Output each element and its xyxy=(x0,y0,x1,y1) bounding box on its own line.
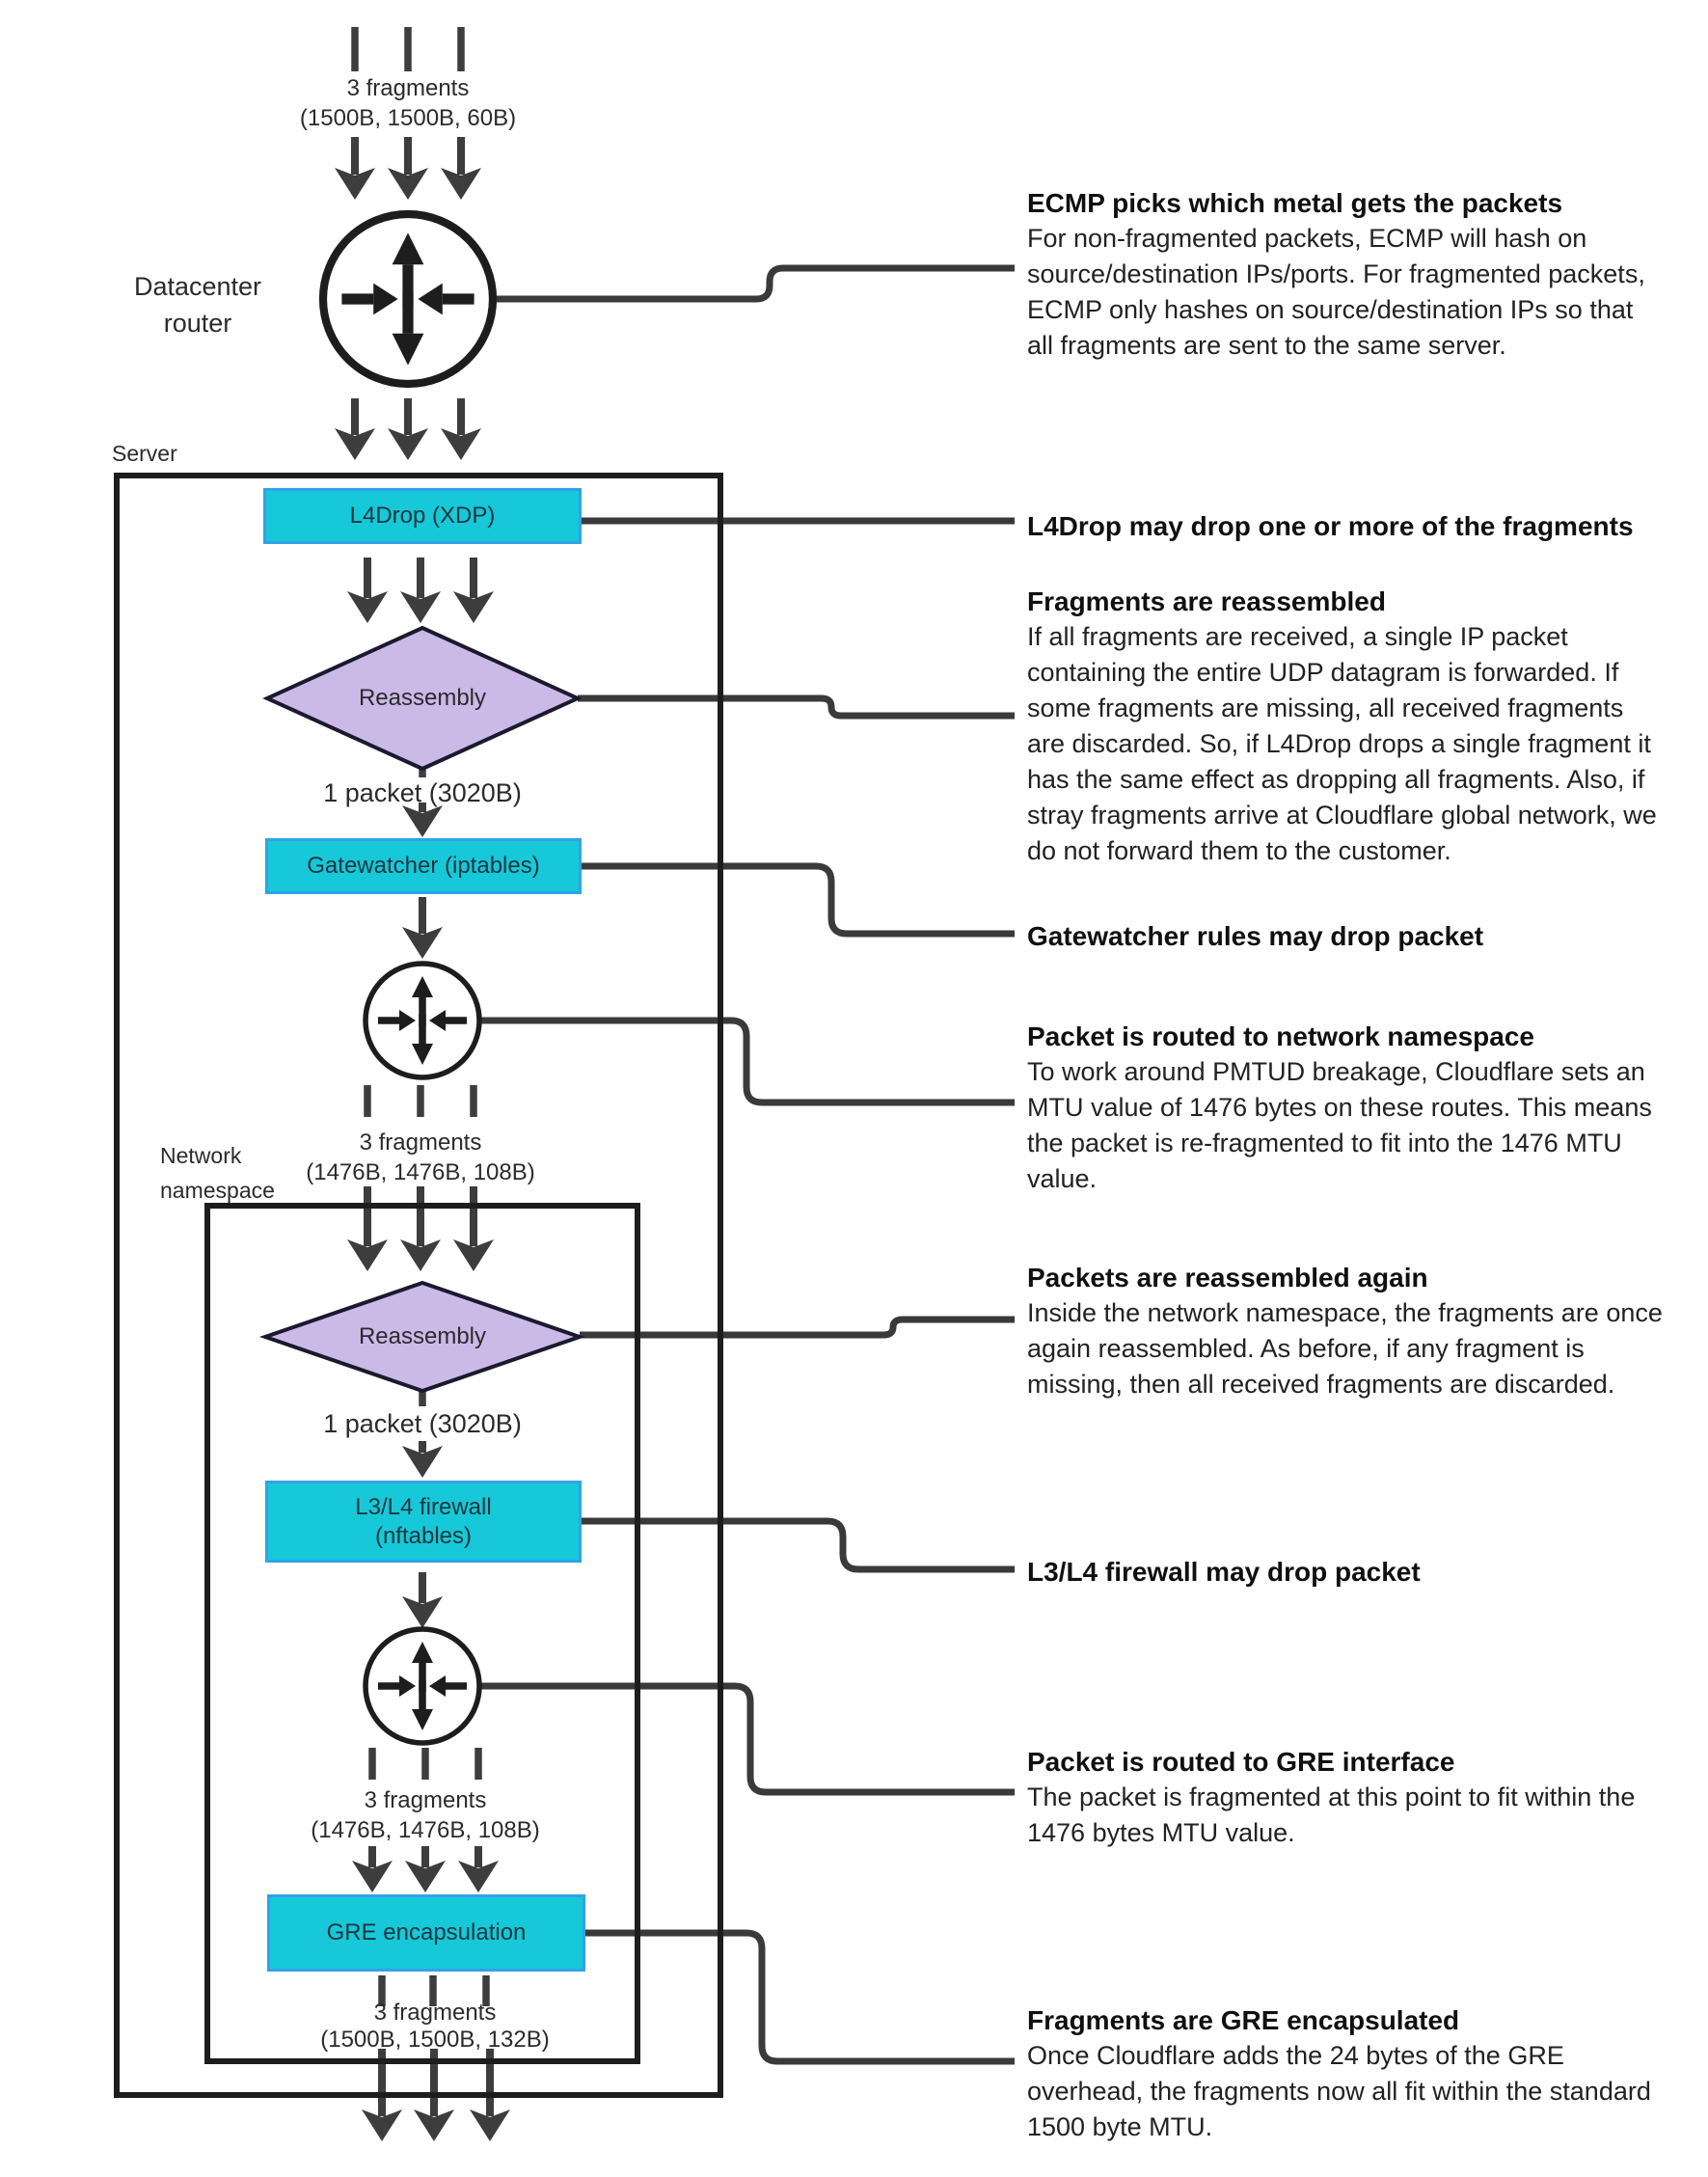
l3l4-firewall-node xyxy=(265,1481,582,1563)
annotation-gre-encapsulated xyxy=(1027,2002,1664,2145)
annotation-gre-encapsulated-title: Fragments are GRE encapsulated xyxy=(1027,2005,1460,2035)
mid-fragments-sizes: (1476B, 1476B, 108B) xyxy=(306,1159,535,1185)
annotation-gatewatcher-title: Gatewatcher rules may drop packet xyxy=(1027,921,1484,951)
datacenter-router-label-line1: Datacenter xyxy=(133,272,262,301)
mid-fragments-count: 3 fragments xyxy=(359,1129,482,1156)
annotation-reassembly2 xyxy=(1027,1260,1664,1402)
annotation-reassembly1 xyxy=(1027,584,1664,869)
packet1-label: 1 packet (3020B) xyxy=(323,778,522,807)
datacenter-router-label-line2: router xyxy=(163,309,232,338)
annotation-reassembly2-body: Inside the network namespace, the fragments are once again reassembled. As before, if any fragment is missing, then all received fragments are discarded. xyxy=(1027,1298,1663,1399)
annotation-ecmp xyxy=(1027,185,1664,364)
annotation-reassembly2-title: Packets are reassembled again xyxy=(1027,1263,1428,1293)
gre-fragments-count: 3 fragments xyxy=(364,1787,487,1813)
gatewatcher-node-label: Gatewatcher (iptables) xyxy=(307,853,540,879)
l4drop-node-label: L4Drop (XDP) xyxy=(349,503,496,529)
annotation-route-gre xyxy=(1027,1744,1664,1851)
gatewatcher-node xyxy=(265,838,582,894)
l3l4-firewall-node-label-line1: L3/L4 firewall xyxy=(355,1493,492,1520)
network-namespace-label-line2: namespace xyxy=(160,1178,275,1203)
annotation-reassembly1-title: Fragments are reassembled xyxy=(1027,586,1386,616)
annotation-gatewatcher xyxy=(1027,918,1664,954)
server-label: Server xyxy=(112,441,177,466)
l3l4-firewall-node-label-line2: (nftables) xyxy=(374,1522,473,1549)
bottom-fragments-sizes: (1500B, 1500B, 132B) xyxy=(320,2027,550,2053)
annotation-firewall xyxy=(1027,1554,1664,1590)
annotation-reassembly1-body: If all fragments are received, a single IP packet containing the entire UDP datagram is forwarded. If some fragments are missing, all received fragments are discarded. So, if L4Drop drops a single fragment it has the same effect as dropping all fragments. Also, if stray fragments arrive at Cloudflare global network, we do not forward them to the customer. xyxy=(1027,622,1657,865)
annotation-ecmp-body: For non-fragmented packets, ECMP will hash on source/destination IPs/ports. For fragmented packets, ECMP only hashes on source/destination IPs so that all fragments are sent to the same server. xyxy=(1027,224,1645,360)
packet2-label: 1 packet (3020B) xyxy=(323,1409,522,1438)
gre-encapsulation-node xyxy=(267,1894,585,1972)
annotation-route-namespace xyxy=(1027,1019,1664,1197)
top-fragments-sizes: (1500B, 1500B, 60B) xyxy=(299,105,517,131)
network-namespace-label-line1: Network xyxy=(160,1143,242,1168)
annotation-route-gre-title: Packet is routed to GRE interface xyxy=(1027,1747,1455,1777)
annotation-route-namespace-body: To work around PMTUD breakage, Cloudflare sets an MTU value of 1476 bytes on these routes. This means the packet is re-fragmented to fit into the 1476 MTU value. xyxy=(1027,1057,1652,1193)
bottom-fragments-count: 3 fragments xyxy=(373,2000,497,2026)
reassembly1-label: Reassembly xyxy=(358,685,487,711)
datacenter-router-label xyxy=(87,268,309,341)
gre-fragments-sizes: (1476B, 1476B, 108B) xyxy=(311,1817,540,1843)
top-fragments-count: 3 fragments xyxy=(346,75,470,101)
annotation-l4drop-title: L4Drop may drop one or more of the fragments xyxy=(1027,511,1634,541)
annotation-route-namespace-title: Packet is routed to network namespace xyxy=(1027,1021,1534,1051)
l4drop-node xyxy=(263,488,582,544)
annotation-l4drop xyxy=(1027,508,1664,544)
annotation-route-gre-body: The packet is fragmented at this point to fit within the 1476 bytes MTU value. xyxy=(1027,1782,1636,1847)
gre-encapsulation-node-label: GRE encapsulation xyxy=(326,1919,527,1946)
reassembly2-label: Reassembly xyxy=(358,1323,487,1349)
annotation-gre-encapsulated-body: Once Cloudflare adds the 24 bytes of the GRE overhead, the fragments now all fit within the standard 1500 byte MTU. xyxy=(1027,2041,1651,2141)
annotation-firewall-title: L3/L4 firewall may drop packet xyxy=(1027,1557,1421,1587)
annotation-ecmp-title: ECMP picks which metal gets the packets xyxy=(1027,188,1563,218)
annotation-connector-line-1 xyxy=(494,268,1015,299)
